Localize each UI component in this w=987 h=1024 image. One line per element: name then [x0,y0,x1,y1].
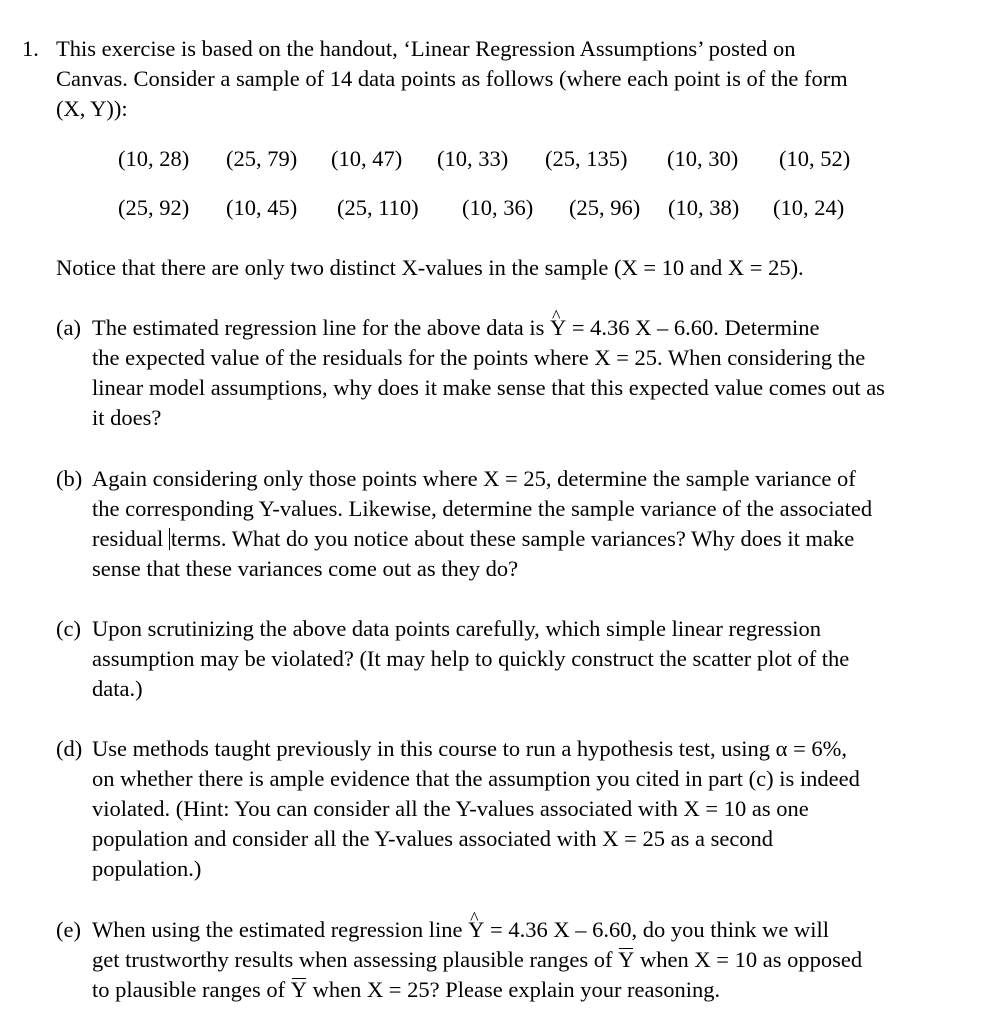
part-a-line: linear model assumptions, why does it make sense that this expected value comes out as [92,375,885,400]
part-b-line: the corresponding Y-values. Likewise, determine the sample variance of the associated [92,496,873,521]
data-point: (25, 110) [337,195,419,220]
part-e-line [92,915,952,945]
intro-line: This exercise is based on the handout, ‘Linear Regression Assumptions’ posted on [56,36,796,61]
y-bar-symbol: Y [618,945,634,975]
part-c-label: (c) [56,616,81,641]
part-d-label: (d) [56,736,83,761]
data-point: (25, 96) [569,195,641,220]
y-hat-symbol: ^ Y [550,313,566,343]
part-e-line [92,945,952,975]
text-run: When using the estimated regression line [92,917,469,942]
data-point: (25, 79) [226,146,298,171]
data-point: (10, 47) [331,146,403,171]
text-run: = 4.36 X – 6.60, do you think we will [484,917,829,942]
intro-line: Canvas. Consider a sample of 14 data points as follows (where each point is of the form [56,66,848,91]
part-d-line: violated. (Hint: You can consider all the Y-values associated with X = 10 as one [92,796,809,821]
data-point: (10, 33) [437,146,509,171]
part-b-line [92,524,952,554]
text-run: when X = 25? Please explain your reasoning. [306,977,721,1002]
part-c-text [92,614,952,704]
part-c-line: data.) [92,676,143,701]
part-d-line: population and consider all the Y-values associated with X = 25 as a second [92,826,774,851]
part-e-line [92,975,952,1005]
intro-line: (X, Y)): [56,96,128,121]
data-point: (10, 52) [779,146,851,171]
part-e-text [92,915,952,1005]
data-point: (10, 36) [462,195,534,220]
data-point: (10, 24) [773,195,845,220]
text-run: terms. What do you notice about these sample variances? Why does it make [170,526,855,551]
data-point: (10, 38) [668,195,740,220]
data-point: (10, 30) [667,146,739,171]
data-point: (25, 135) [545,146,628,171]
data-point: (10, 45) [226,195,298,220]
text-run: residual [92,526,169,551]
part-b-text [92,464,952,584]
data-point: (25, 92) [118,195,190,220]
part-c-line: assumption may be violated? (It may help to quickly construct the scatter plot of the [92,646,850,671]
part-a-line: it does? [92,405,162,430]
part-b-line: sense that these variances come out as they do? [92,556,519,581]
text-cursor [169,528,170,550]
text-run: = 4.36 X – 6.60. Determine [566,315,820,340]
part-c-line: Upon scrutinizing the above data points carefully, which simple linear regression [92,616,821,641]
question-intro [56,34,956,124]
y-hat-symbol: ^ Y [468,915,484,945]
question-number: 1. [22,36,39,61]
notice-line: Notice that there are only two distinct X-values in the sample (X = 10 and X = 25). [56,255,804,280]
text-run: The estimated regression line for the above data is [92,315,550,340]
part-d-text [92,734,952,884]
data-points-row-2 [0,193,987,223]
text-run: when X = 10 as opposed [634,947,863,972]
part-d-line: on whether there is ample evidence that the assumption you cited in part (c) is indeed [92,766,860,791]
text-run: to plausible ranges of [92,977,291,1002]
notice-text [56,253,956,283]
data-point: (10, 28) [118,146,190,171]
part-b-label: (b) [56,466,83,491]
part-a-line: the expected value of the residuals for the points where X = 25. When considering the [92,345,866,370]
part-a-line [92,313,952,343]
part-b-line: Again considering only those points where X = 25, determine the sample variance of [92,466,856,491]
y-bar-symbol: Y [291,975,307,1005]
part-d-line: population.) [92,856,202,881]
text-run: get trustworthy results when assessing plausible ranges of [92,947,619,972]
data-points-row-1 [0,144,987,174]
part-e-label: (e) [56,917,81,942]
part-a-label: (a) [56,315,81,340]
part-d-line: Use methods taught previously in this course to run a hypothesis test, using α = 6%, [92,736,848,761]
part-a-text [92,313,952,433]
